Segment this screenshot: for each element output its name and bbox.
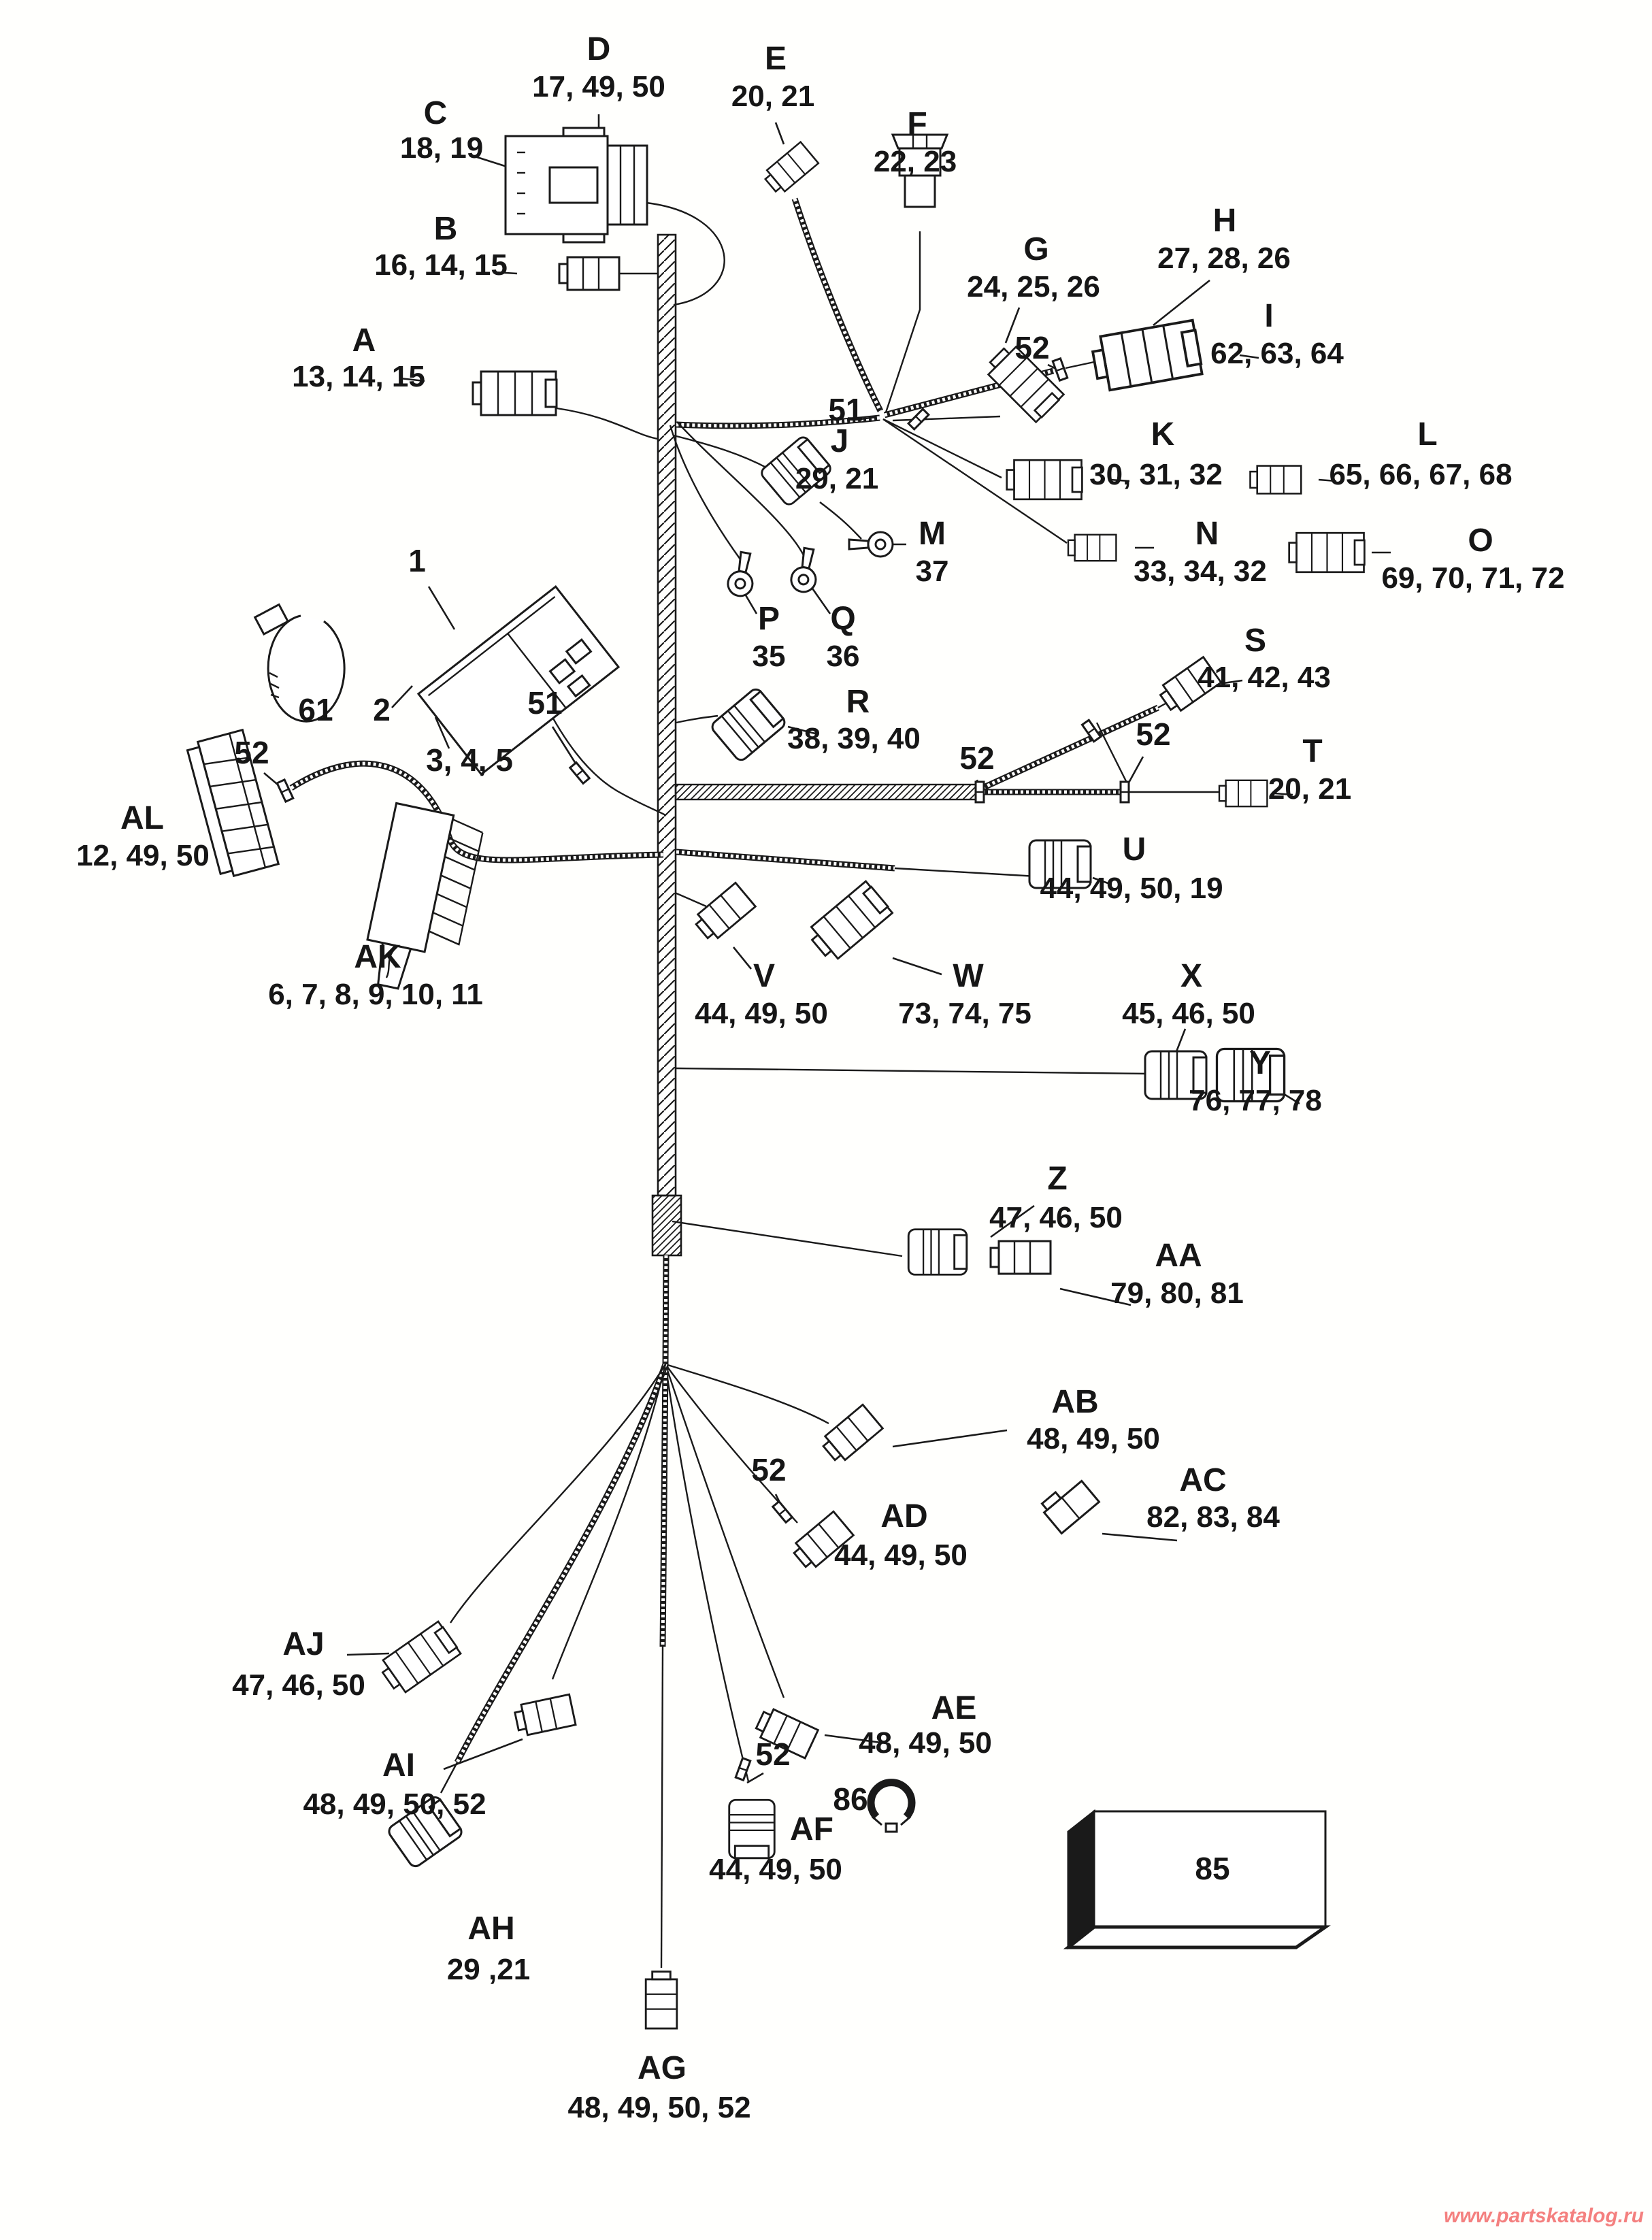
main-trunk: [658, 235, 676, 1196]
connector-A-letter-label: A: [352, 323, 376, 359]
callout-label-52: 52: [1136, 717, 1171, 752]
connector-E-letter-label: E: [764, 41, 787, 77]
leader-E: [776, 122, 784, 144]
trunk-sleeve: [652, 1196, 681, 1255]
leader-1: [429, 587, 455, 629]
connector-E-parts-label: 20, 21: [731, 80, 815, 113]
connector-M-parts-label: 37: [915, 555, 949, 588]
callout-label-52: 52: [959, 740, 995, 776]
connector-Z-letter-label: Z: [1047, 1161, 1068, 1197]
callout-label-85: 85: [1195, 1851, 1230, 1886]
wire: [291, 763, 663, 860]
connector-V-parts-label: 44, 49, 50: [695, 997, 828, 1030]
connector-W-parts-label: 73, 74, 75: [898, 997, 1031, 1030]
connector-J-parts-label: 29, 21: [795, 462, 879, 495]
connector-AB-parts-label: 48, 49, 50: [1027, 1422, 1160, 1455]
connector-AA-parts-label: 79, 80, 81: [1110, 1277, 1244, 1310]
connector-Z-parts-label: 47, 46, 50: [989, 1201, 1123, 1234]
wire: [661, 1647, 663, 1968]
retainer-clip-glyph: [871, 1783, 912, 1832]
connector-L-letter-label: L: [1417, 416, 1438, 452]
connector-U-parts-label: 44, 49, 50, 19: [1040, 872, 1223, 905]
connector-AK-letter-label: AK: [354, 939, 401, 975]
connector-AF-glyph: [729, 1800, 775, 1858]
connector-AA-glyph: [991, 1241, 1051, 1274]
connector-B-glyph: [559, 257, 619, 290]
wire: [895, 868, 1037, 876]
callout-label-51: 51: [527, 685, 563, 721]
callout-label-3-4-5: 3, 4, 5: [426, 742, 513, 778]
connector-AE-parts-label: 48, 49, 50: [859, 1726, 992, 1760]
connector-AH-parts-label: 29 ,21: [446, 1953, 531, 1986]
connector-M-glyph: [849, 532, 893, 557]
wire: [665, 1364, 748, 1781]
connector-W-glyph: [806, 881, 893, 964]
connector-AJ-glyph: [377, 1621, 461, 1697]
wire: [893, 416, 1000, 421]
connector-AL-letter-label: AL: [120, 800, 164, 836]
connector-R-glyph: [710, 687, 787, 762]
leader-51b: [552, 727, 576, 763]
connector-AC-parts-label: 82, 83, 84: [1146, 1500, 1280, 1534]
sleeve-52-icon: [773, 1502, 792, 1523]
wire: [557, 408, 658, 439]
sleeve-52-icon: [1053, 359, 1068, 380]
connector-AE-letter-label: AE: [931, 1690, 977, 1726]
connector-AC-glyph: [1039, 1475, 1100, 1533]
sleeve-52-icon: [277, 780, 293, 802]
wire: [676, 716, 718, 723]
connector-AF-parts-label: 44, 49, 50: [709, 1853, 842, 1886]
connector-AB-glyph: [819, 1404, 882, 1465]
connector-I-letter-label: I: [1264, 298, 1274, 334]
leader-Q: [811, 587, 830, 614]
connector-B-letter-label: B: [433, 211, 458, 247]
connector-F-letter-label: F: [907, 106, 927, 142]
connector-S-parts-label: 41, 42, 43: [1197, 661, 1331, 694]
wire: [795, 199, 880, 411]
wire: [544, 702, 665, 815]
callout-label-1: 1: [408, 543, 426, 578]
connector-I-parts-label: 62, 63, 64: [1210, 337, 1344, 370]
connector-R-parts-label: 38, 39, 40: [787, 722, 921, 755]
connector-U-letter-label: U: [1122, 831, 1146, 868]
wire: [883, 419, 1002, 478]
connector-AD-letter-label: AD: [880, 1498, 928, 1534]
connector-AA-letter-label: AA: [1155, 1238, 1202, 1274]
connector-AJ-parts-label: 47, 46, 50: [232, 1668, 365, 1702]
connector-AB-letter-label: AB: [1051, 1384, 1099, 1420]
connector-E-glyph: [761, 142, 819, 196]
connector-C-letter-label: C: [423, 95, 448, 131]
wire: [291, 763, 663, 860]
connector-H-glyph: [1091, 320, 1203, 391]
connector-P-letter-label: P: [757, 601, 780, 637]
connector-AC-letter-label: AC: [1179, 1462, 1227, 1498]
wire-layer: [291, 199, 1225, 1968]
sleeve-icon: [908, 409, 929, 429]
connector-L-glyph: [1251, 466, 1302, 494]
leader-AJ: [347, 1653, 389, 1655]
wire: [886, 231, 920, 412]
connector-K-parts-label: 30, 31, 32: [1089, 458, 1223, 491]
connector-AJ-letter-label: AJ: [282, 1626, 325, 1662]
leader-AC: [1102, 1534, 1177, 1541]
wire: [672, 1221, 902, 1256]
connector-AL-parts-label: 12, 49, 50: [76, 839, 210, 872]
connector-W-letter-label: W: [953, 958, 984, 994]
connector-K-letter-label: K: [1151, 416, 1175, 452]
connector-G-parts-label: 24, 25, 26: [967, 270, 1100, 303]
leader-AI: [444, 1739, 523, 1769]
connector-P-parts-label: 35: [752, 640, 786, 673]
connector-AD-parts-label: 44, 49, 50: [834, 1538, 968, 1572]
connector-X-parts-label: 45, 46, 50: [1122, 997, 1255, 1030]
connector-K-glyph: [1007, 460, 1083, 499]
connector-C-glyph: [506, 128, 647, 242]
connector-G-letter-label: G: [1023, 231, 1049, 267]
connector-V-glyph: [692, 883, 755, 943]
connector-AG-letter-label: AG: [638, 2050, 687, 2086]
connector-Q-glyph: [789, 546, 821, 593]
sleeve-52-icon: [976, 782, 984, 802]
callout-label-86: 86: [833, 1781, 868, 1817]
callout-label-2: 2: [373, 692, 391, 727]
wire: [675, 1068, 1150, 1074]
connector-Z-glyph: [908, 1230, 967, 1275]
connector-Y-parts-label: 76, 77, 78: [1189, 1084, 1322, 1117]
connector-N-parts-label: 33, 34, 32: [1134, 555, 1267, 588]
wire: [665, 1364, 829, 1423]
connector-M-letter-label: M: [919, 516, 946, 552]
leader-2: [392, 686, 412, 708]
connector-O-letter-label: O: [1468, 523, 1493, 559]
connector-AG-parts-label: 48, 49, 50, 52: [567, 2091, 751, 2124]
connector-H-parts-label: 27, 28, 26: [1157, 242, 1291, 275]
connector-T-glyph: [1219, 780, 1267, 806]
connector-H-letter-label: H: [1212, 203, 1237, 239]
watermark-text: www.partskatalog.ru: [1444, 2205, 1644, 2227]
connector-D-parts-label: 17, 49, 50: [532, 70, 665, 103]
callout-label-51: 51: [828, 392, 863, 427]
leader-X: [1176, 1029, 1185, 1053]
connector-O-glyph: [1289, 533, 1365, 572]
leader-52f: [747, 1773, 763, 1783]
wire: [665, 1364, 787, 1698]
connector-AI-glyph: [514, 1694, 576, 1736]
connector-N-glyph: [1068, 535, 1116, 561]
connector-AF-letter-label: AF: [790, 1811, 833, 1847]
wire: [676, 852, 895, 868]
connector-D-letter-label: D: [587, 31, 611, 67]
connector-AI-parts-label: 48, 49, 50, 52: [303, 1788, 486, 1821]
sleeve-52-icon: [1121, 782, 1129, 802]
wire: [674, 435, 767, 468]
wire-hatched-run: [676, 785, 978, 800]
leader-W: [893, 958, 942, 974]
label-layer: [76, 31, 1564, 2124]
wire: [1065, 362, 1094, 368]
connector-Q-parts-label: 36: [826, 640, 860, 673]
connector-P-glyph: [726, 550, 758, 597]
leader-V: [733, 947, 751, 969]
connector-AI-letter-label: AI: [382, 1747, 415, 1783]
leader-AB: [893, 1430, 1007, 1447]
wire: [820, 502, 861, 539]
callout-label-52: 52: [1014, 330, 1050, 365]
connector-T-parts-label: 20, 21: [1268, 772, 1352, 806]
connector-N-letter-label: N: [1195, 516, 1219, 552]
callout-label-52: 52: [234, 735, 269, 770]
wire: [675, 893, 706, 906]
callout-label-61: 61: [298, 692, 333, 727]
connector-Q-letter-label: Q: [830, 601, 856, 637]
connector-J-letter-label: J: [830, 423, 849, 459]
connector-AH-letter-label: AH: [467, 1911, 515, 1947]
connector-T-letter-label: T: [1302, 734, 1323, 770]
connector-L-parts-label: 65, 66, 67, 68: [1329, 458, 1513, 491]
leader-H: [1153, 280, 1210, 325]
fixture-layer: [255, 359, 1325, 1947]
connector-O-parts-label: 69, 70, 71, 72: [1381, 561, 1565, 595]
connector-R-letter-label: R: [846, 684, 870, 720]
connector-A-parts-label: 13, 14, 15: [292, 360, 425, 393]
connector-B-parts-label: 16, 14, 15: [374, 248, 508, 282]
connector-F-parts-label: 22, 23: [873, 145, 957, 178]
connector-C-parts-label: 18, 19: [399, 131, 484, 165]
wire: [670, 425, 740, 559]
connector-V-letter-label: V: [753, 958, 776, 994]
callout-label-52: 52: [751, 1452, 787, 1487]
leader-52d: [1128, 757, 1143, 784]
connector-S-letter-label: S: [1244, 623, 1267, 659]
callout-label-52: 52: [755, 1736, 791, 1772]
connector-Y-letter-label: Y: [1249, 1045, 1272, 1081]
connector-AG-glyph: [646, 1972, 677, 2029]
connector-X-letter-label: X: [1180, 958, 1203, 994]
connector-A-glyph: [473, 372, 557, 415]
connector-AK-parts-label: 6, 7, 8, 9, 10, 11: [268, 978, 483, 1011]
